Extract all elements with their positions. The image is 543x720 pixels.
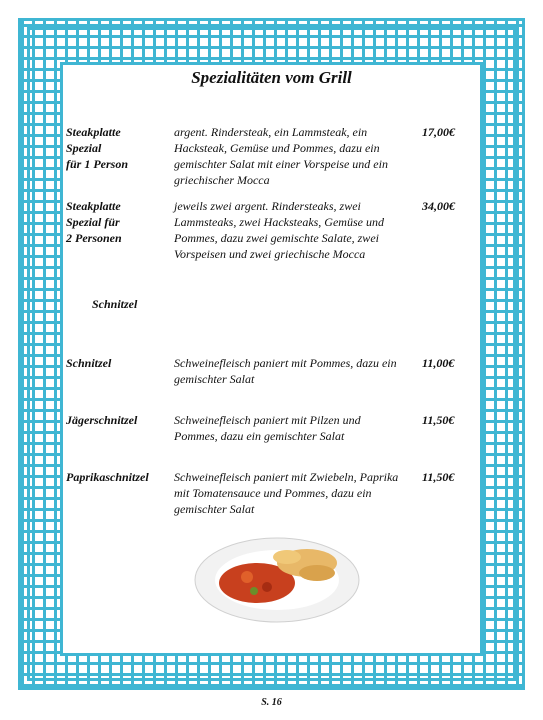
item-price: 11,00€ [422,356,455,370]
item-name: Steakplatte Spezial für 2 Personen [66,199,122,245]
item-name: Steakplatte Spezial für 1 Person [66,125,129,171]
item-price: 34,00€ [422,199,455,213]
page-title: Spezialitäten vom Grill [191,68,352,87]
item-name: Schnitzel [66,356,112,370]
item-name: Jägerschnitzel [66,413,138,427]
item-description: Schweinefleisch paniert mit Pommes, dazu ein gemischter Salat [174,356,397,386]
item-name: Paprikaschnitzel [66,470,149,484]
item-description: jeweils zwei argent. Rindersteaks, zwei Lammsteaks, zwei Hacksteaks, Gemüse und Pommes, dazu zwei gemischte Salate, zwei Vorspeisen und zwei griechische Mocca [174,199,384,261]
item-description: Schweinefleisch paniert mit Zwiebeln, Paprika mit Tomatensauce und Pommes, dazu ein gemischter Salat [174,470,399,516]
item-price: 11,50€ [422,413,455,427]
item-description: Schweinefleisch paniert mit Pilzen und Pommes, dazu ein gemischter Salat [174,413,361,443]
food-plate-image [192,525,362,625]
section-heading: Schnitzel [92,297,138,311]
item-description: argent. Rindersteak, ein Lammsteak, ein Hacksteak, Gemüse und Pommes, dazu ein gemischter Salat mit einer Vorspeise und ein griechischer Mocca [174,125,388,187]
item-price: 17,00€ [422,125,455,139]
item-price: 11,50€ [422,470,455,484]
page-number: S. 16 [261,697,282,708]
